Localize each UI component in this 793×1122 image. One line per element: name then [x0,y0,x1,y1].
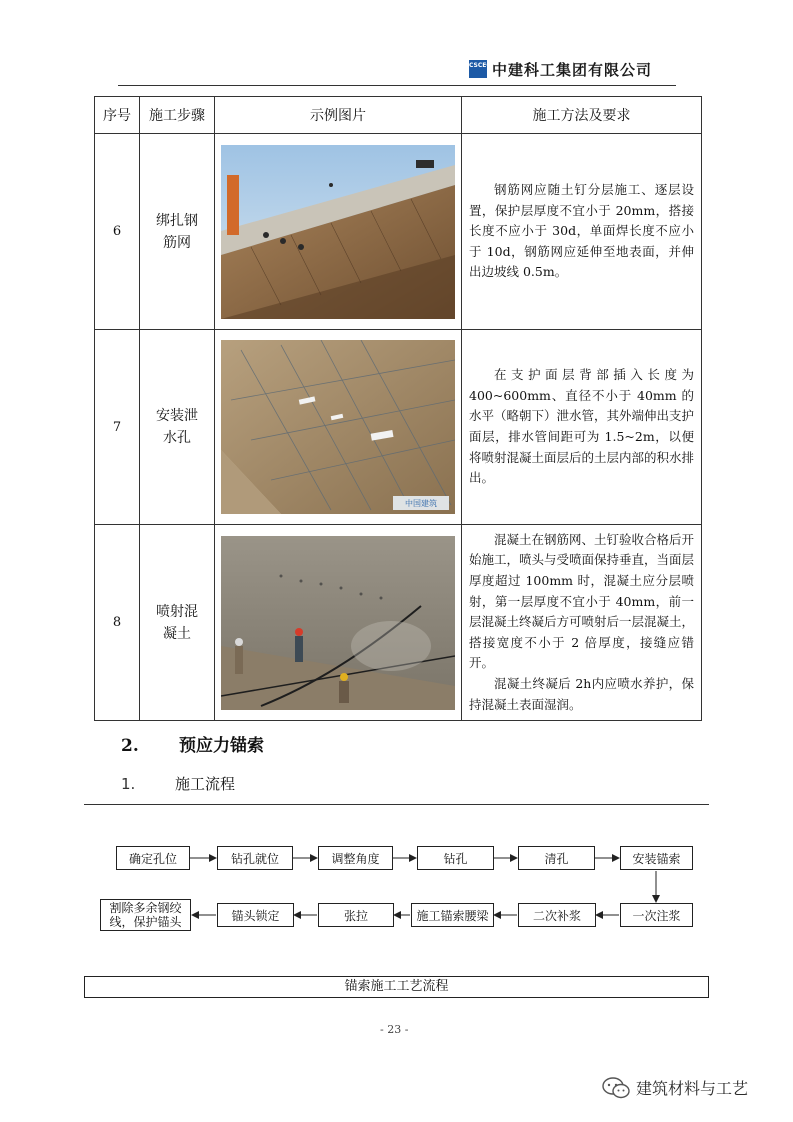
row-number: 7 [95,330,140,525]
flow-step-tension: 张拉 [318,903,394,927]
step-name: 安装泄水孔 [140,330,215,525]
section-title: 预应力锚索 [179,736,264,756]
method-paragraph: 混凝土在钢筋网、土钉验收合格后开始施工，喷头与受喷面保持垂直，当面层厚度超过 100mm 时，混凝土应分层喷射，第一层厚度不宜小于 40mm，前一层混凝土终凝后方可喷射后一层混凝土，搭接宽度不小于 2 倍厚度，接缝应错开。 [469,531,695,671]
company-logo: CSCEC [469,60,487,78]
flow-step-lock-anchor-head: 锚头锁定 [217,903,294,927]
page-number: - 23 - [380,1023,409,1036]
method-paragraph: 在支护面层背部插入长度为 400~600mm、直径不小于 40mm 的水平（略朝下）泄水管，其外端伸出支护面层，排水管间距可为 1.5~2m，以便将喷射混凝土面层后的土层内部的积水排出。 [469,367,695,486]
subsection-number: 1. [121,775,136,793]
row-number: 8 [95,525,140,721]
flowchart-caption: 锚索施工工艺流程 [84,976,709,998]
subsection-title: 施工流程 [175,775,236,793]
flow-step-clean-hole: 清孔 [518,846,595,870]
photo-watermark: 中国建筑 [405,499,437,508]
method-paragraph: 钢筋网应随土钉分层施工、逐层设置，保护层厚度不宜小于 20mm，搭接长度不应小于 30d，单面焊长度不应小于 10d，钢筋网应延伸至地表面，并伸出边坡线 0.5m。 [469,182,694,280]
col-header-number: 序号 [95,97,140,134]
flow-step-second-grouting: 二次补浆 [518,903,596,927]
row-number: 6 [95,134,140,330]
col-header-step: 施工步骤 [140,97,215,134]
flow-step-first-grouting: 一次注浆 [620,903,693,927]
section-number: 2. [121,736,139,756]
col-header-photo: 示例图片 [215,97,462,134]
flow-step-drill: 钻孔 [417,846,494,870]
company-name: 中建科工集团有限公司 [492,61,653,79]
flow-step-adjust-angle: 调整角度 [318,846,393,870]
step-name: 喷射混凝土 [140,525,215,721]
account-watermark [602,1076,748,1099]
flow-step-cut-strand: 割除多余钢绞线，保护锚头 [100,899,191,931]
wechat-icon [602,1077,630,1099]
account-name: 建筑材料与工艺 [636,1079,749,1098]
flow-step-locate-hole: 确定孔位 [116,846,190,870]
flow-step-position-drill: 钻孔就位 [217,846,293,870]
flow-step-waling-beam: 施工锚索腰梁 [411,903,494,927]
col-header-method: 施工方法及要求 [462,97,702,134]
step-name: 绑扎钢筋网 [140,134,215,330]
method-paragraph: 混凝土终凝后 2h内应喷水养护，保持混凝土表面湿润。 [469,675,694,712]
flow-step-install-anchor: 安装锚索 [620,846,693,870]
